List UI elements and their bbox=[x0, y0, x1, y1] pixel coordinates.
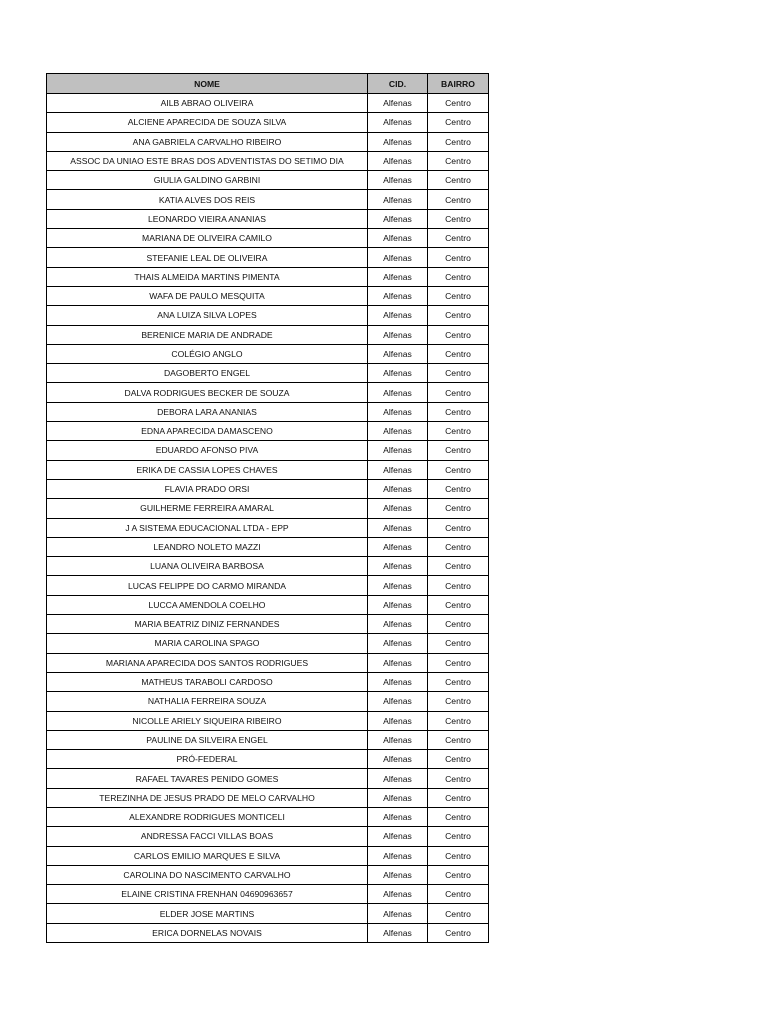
cell-bairro: Centro bbox=[428, 518, 489, 537]
cell-bairro: Centro bbox=[428, 576, 489, 595]
cell-nome: RAFAEL TAVARES PENIDO GOMES bbox=[47, 769, 368, 788]
cell-bairro: Centro bbox=[428, 460, 489, 479]
cell-nome: NICOLLE ARIELY SIQUEIRA RIBEIRO bbox=[47, 711, 368, 730]
cell-nome: THAIS ALMEIDA MARTINS PIMENTA bbox=[47, 267, 368, 286]
table-row bbox=[47, 865, 489, 884]
cell-cid: Alfenas bbox=[368, 267, 428, 286]
cell-bairro: Centro bbox=[428, 807, 489, 826]
table-row bbox=[47, 422, 489, 441]
cell-bairro: Centro bbox=[428, 865, 489, 884]
cell-bairro: Centro bbox=[428, 422, 489, 441]
cell-bairro: Centro bbox=[428, 827, 489, 846]
cell-cid: Alfenas bbox=[368, 306, 428, 325]
cell-cid: Alfenas bbox=[368, 827, 428, 846]
cell-nome: EDUARDO AFONSO PIVA bbox=[47, 441, 368, 460]
cell-nome: LEONARDO VIEIRA ANANIAS bbox=[47, 209, 368, 228]
cell-bairro: Centro bbox=[428, 923, 489, 942]
cell-cid: Alfenas bbox=[368, 672, 428, 691]
cell-bairro: Centro bbox=[428, 499, 489, 518]
cell-nome: COLÉGIO ANGLO bbox=[47, 344, 368, 363]
table-row bbox=[47, 151, 489, 170]
table-row bbox=[47, 923, 489, 942]
cell-nome: MARIA BEATRIZ DINIZ FERNANDES bbox=[47, 615, 368, 634]
table-row bbox=[47, 904, 489, 923]
cell-nome: TEREZINHA DE JESUS PRADO DE MELO CARVALHO bbox=[47, 788, 368, 807]
table-row bbox=[47, 634, 489, 653]
cell-nome: KATIA ALVES DOS REIS bbox=[47, 190, 368, 209]
cell-cid: Alfenas bbox=[368, 286, 428, 305]
table-row bbox=[47, 827, 489, 846]
cell-bairro: Centro bbox=[428, 846, 489, 865]
cell-nome: LUANA OLIVEIRA BARBOSA bbox=[47, 557, 368, 576]
cell-nome: ANA GABRIELA CARVALHO RIBEIRO bbox=[47, 132, 368, 151]
cell-bairro: Centro bbox=[428, 711, 489, 730]
cell-bairro: Centro bbox=[428, 441, 489, 460]
cell-nome: PRÓ-FEDERAL bbox=[47, 750, 368, 769]
cell-bairro: Centro bbox=[428, 479, 489, 498]
cell-nome: GUILHERME FERREIRA AMARAL bbox=[47, 499, 368, 518]
table-row bbox=[47, 846, 489, 865]
table-row bbox=[47, 402, 489, 421]
cell-cid: Alfenas bbox=[368, 209, 428, 228]
cell-cid: Alfenas bbox=[368, 325, 428, 344]
table-row bbox=[47, 595, 489, 614]
cell-bairro: Centro bbox=[428, 113, 489, 132]
table-row bbox=[47, 615, 489, 634]
cell-bairro: Centro bbox=[428, 248, 489, 267]
cell-cid: Alfenas bbox=[368, 364, 428, 383]
cell-nome: PAULINE DA SILVEIRA ENGEL bbox=[47, 730, 368, 749]
cell-nome: LUCCA AMENDOLA COELHO bbox=[47, 595, 368, 614]
cell-cid: Alfenas bbox=[368, 402, 428, 421]
contacts-table bbox=[46, 73, 489, 943]
table-body bbox=[47, 94, 489, 943]
table-row bbox=[47, 653, 489, 672]
cell-nome: LUCAS FELIPPE DO CARMO MIRANDA bbox=[47, 576, 368, 595]
header-row bbox=[47, 74, 489, 94]
header-nome: NOME bbox=[47, 74, 368, 94]
cell-cid: Alfenas bbox=[368, 692, 428, 711]
cell-bairro: Centro bbox=[428, 94, 489, 113]
table-row bbox=[47, 325, 489, 344]
table-row bbox=[47, 248, 489, 267]
table-row bbox=[47, 557, 489, 576]
spreadsheet bbox=[46, 73, 488, 943]
header-bairro: BAIRRO bbox=[428, 74, 489, 94]
table-row bbox=[47, 113, 489, 132]
cell-bairro: Centro bbox=[428, 325, 489, 344]
cell-bairro: Centro bbox=[428, 750, 489, 769]
cell-bairro: Centro bbox=[428, 151, 489, 170]
cell-bairro: Centro bbox=[428, 537, 489, 556]
cell-bairro: Centro bbox=[428, 885, 489, 904]
cell-cid: Alfenas bbox=[368, 750, 428, 769]
cell-bairro: Centro bbox=[428, 306, 489, 325]
cell-bairro: Centro bbox=[428, 209, 489, 228]
cell-bairro: Centro bbox=[428, 595, 489, 614]
cell-cid: Alfenas bbox=[368, 479, 428, 498]
cell-cid: Alfenas bbox=[368, 557, 428, 576]
cell-nome: J A SISTEMA EDUCACIONAL LTDA - EPP bbox=[47, 518, 368, 537]
cell-cid: Alfenas bbox=[368, 788, 428, 807]
cell-cid: Alfenas bbox=[368, 576, 428, 595]
table-row bbox=[47, 769, 489, 788]
cell-nome: ERIKA DE CASSIA LOPES CHAVES bbox=[47, 460, 368, 479]
cell-cid: Alfenas bbox=[368, 171, 428, 190]
cell-cid: Alfenas bbox=[368, 537, 428, 556]
cell-cid: Alfenas bbox=[368, 634, 428, 653]
cell-cid: Alfenas bbox=[368, 885, 428, 904]
cell-cid: Alfenas bbox=[368, 344, 428, 363]
cell-nome: MARIANA APARECIDA DOS SANTOS RODRIGUES bbox=[47, 653, 368, 672]
cell-cid: Alfenas bbox=[368, 422, 428, 441]
cell-nome: ALEXANDRE RODRIGUES MONTICELI bbox=[47, 807, 368, 826]
cell-cid: Alfenas bbox=[368, 730, 428, 749]
cell-bairro: Centro bbox=[428, 904, 489, 923]
table-row bbox=[47, 209, 489, 228]
cell-bairro: Centro bbox=[428, 402, 489, 421]
table-row bbox=[47, 441, 489, 460]
table-row bbox=[47, 692, 489, 711]
cell-bairro: Centro bbox=[428, 615, 489, 634]
cell-nome: FLAVIA PRADO ORSI bbox=[47, 479, 368, 498]
table-row bbox=[47, 479, 489, 498]
cell-cid: Alfenas bbox=[368, 923, 428, 942]
cell-bairro: Centro bbox=[428, 286, 489, 305]
cell-bairro: Centro bbox=[428, 171, 489, 190]
table-row bbox=[47, 537, 489, 556]
cell-cid: Alfenas bbox=[368, 518, 428, 537]
cell-nome: ELAINE CRISTINA FRENHAN 04690963657 bbox=[47, 885, 368, 904]
cell-nome: ALCIENE APARECIDA DE SOUZA SILVA bbox=[47, 113, 368, 132]
cell-cid: Alfenas bbox=[368, 441, 428, 460]
cell-nome: ANDRESSA FACCI VILLAS BOAS bbox=[47, 827, 368, 846]
table-row bbox=[47, 499, 489, 518]
cell-nome: CAROLINA DO NASCIMENTO CARVALHO bbox=[47, 865, 368, 884]
cell-cid: Alfenas bbox=[368, 113, 428, 132]
table-row bbox=[47, 364, 489, 383]
cell-bairro: Centro bbox=[428, 344, 489, 363]
cell-bairro: Centro bbox=[428, 692, 489, 711]
cell-cid: Alfenas bbox=[368, 711, 428, 730]
table-row bbox=[47, 286, 489, 305]
cell-nome: CARLOS EMILIO MARQUES E SILVA bbox=[47, 846, 368, 865]
cell-cid: Alfenas bbox=[368, 807, 428, 826]
cell-bairro: Centro bbox=[428, 672, 489, 691]
cell-cid: Alfenas bbox=[368, 132, 428, 151]
table-row bbox=[47, 306, 489, 325]
cell-bairro: Centro bbox=[428, 267, 489, 286]
table-row bbox=[47, 576, 489, 595]
cell-cid: Alfenas bbox=[368, 248, 428, 267]
table-row bbox=[47, 807, 489, 826]
cell-nome: MATHEUS TARABOLI CARDOSO bbox=[47, 672, 368, 691]
table-row bbox=[47, 171, 489, 190]
cell-nome: MARIA CAROLINA SPAGO bbox=[47, 634, 368, 653]
cell-cid: Alfenas bbox=[368, 615, 428, 634]
table-row bbox=[47, 229, 489, 248]
cell-nome: LEANDRO NOLETO MAZZI bbox=[47, 537, 368, 556]
table-row bbox=[47, 730, 489, 749]
table-row bbox=[47, 344, 489, 363]
cell-bairro: Centro bbox=[428, 730, 489, 749]
cell-nome: STEFANIE LEAL DE OLIVEIRA bbox=[47, 248, 368, 267]
cell-nome: ASSOC DA UNIAO ESTE BRAS DOS ADVENTISTAS DO SETIMO DIA bbox=[47, 151, 368, 170]
cell-bairro: Centro bbox=[428, 364, 489, 383]
cell-cid: Alfenas bbox=[368, 460, 428, 479]
cell-bairro: Centro bbox=[428, 653, 489, 672]
cell-nome: ERICA DORNELAS NOVAIS bbox=[47, 923, 368, 942]
cell-nome: AILB ABRAO OLIVEIRA bbox=[47, 94, 368, 113]
table-row bbox=[47, 94, 489, 113]
table-row bbox=[47, 672, 489, 691]
cell-nome: DEBORA LARA ANANIAS bbox=[47, 402, 368, 421]
cell-cid: Alfenas bbox=[368, 904, 428, 923]
table-row bbox=[47, 518, 489, 537]
cell-cid: Alfenas bbox=[368, 229, 428, 248]
table-row bbox=[47, 190, 489, 209]
cell-nome: MARIANA DE OLIVEIRA CAMILO bbox=[47, 229, 368, 248]
cell-bairro: Centro bbox=[428, 769, 489, 788]
cell-nome: EDNA APARECIDA DAMASCENO bbox=[47, 422, 368, 441]
cell-cid: Alfenas bbox=[368, 499, 428, 518]
cell-nome: BERENICE MARIA DE ANDRADE bbox=[47, 325, 368, 344]
table-row bbox=[47, 750, 489, 769]
cell-bairro: Centro bbox=[428, 557, 489, 576]
cell-cid: Alfenas bbox=[368, 151, 428, 170]
cell-cid: Alfenas bbox=[368, 190, 428, 209]
cell-nome: NATHALIA FERREIRA SOUZA bbox=[47, 692, 368, 711]
table-row bbox=[47, 132, 489, 151]
cell-cid: Alfenas bbox=[368, 595, 428, 614]
cell-cid: Alfenas bbox=[368, 769, 428, 788]
cell-cid: Alfenas bbox=[368, 653, 428, 672]
table-row bbox=[47, 711, 489, 730]
cell-nome: WAFA DE PAULO MESQUITA bbox=[47, 286, 368, 305]
cell-cid: Alfenas bbox=[368, 383, 428, 402]
cell-bairro: Centro bbox=[428, 229, 489, 248]
table-row bbox=[47, 383, 489, 402]
cell-nome: DAGOBERTO ENGEL bbox=[47, 364, 368, 383]
table-row bbox=[47, 267, 489, 286]
cell-bairro: Centro bbox=[428, 383, 489, 402]
cell-bairro: Centro bbox=[428, 634, 489, 653]
cell-bairro: Centro bbox=[428, 788, 489, 807]
cell-nome: ANA LUIZA SILVA LOPES bbox=[47, 306, 368, 325]
cell-nome: ELDER JOSE MARTINS bbox=[47, 904, 368, 923]
table-row bbox=[47, 460, 489, 479]
cell-bairro: Centro bbox=[428, 132, 489, 151]
table-row bbox=[47, 885, 489, 904]
header-cid: CID. bbox=[368, 74, 428, 94]
table-header bbox=[47, 74, 489, 94]
cell-cid: Alfenas bbox=[368, 865, 428, 884]
table-row bbox=[47, 788, 489, 807]
cell-cid: Alfenas bbox=[368, 94, 428, 113]
cell-cid: Alfenas bbox=[368, 846, 428, 865]
cell-nome: GIULIA GALDINO GARBINI bbox=[47, 171, 368, 190]
cell-nome: DALVA RODRIGUES BECKER DE SOUZA bbox=[47, 383, 368, 402]
cell-bairro: Centro bbox=[428, 190, 489, 209]
